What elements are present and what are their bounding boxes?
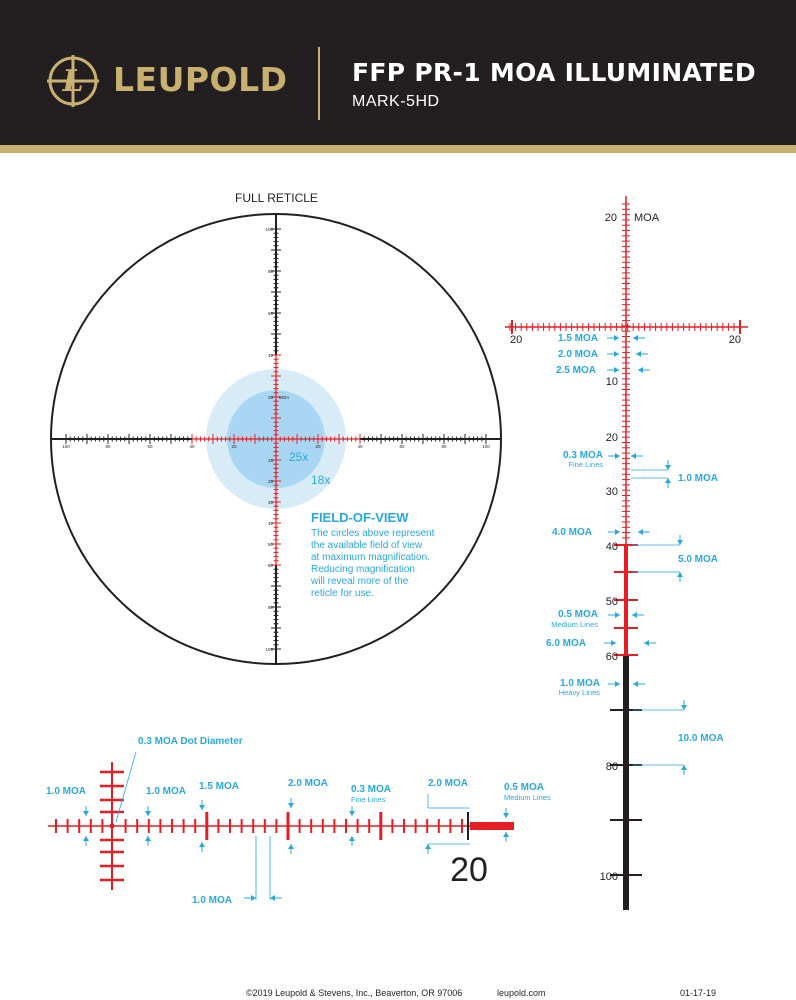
reticle-h-tick-label: 100 bbox=[482, 444, 490, 449]
arrow-2-5-head bbox=[614, 367, 619, 373]
arrow-b3-head bbox=[199, 805, 205, 810]
annotation-dot-diameter: 0.3 MOA Dot Diameter bbox=[138, 736, 243, 747]
reticle-v-tick-label: 50 bbox=[267, 542, 273, 547]
detail-scale-label: 20 bbox=[605, 432, 618, 444]
detail-left-20: 20 bbox=[510, 334, 523, 346]
reticle-v-tick-label: 40 bbox=[267, 521, 273, 526]
horizontal-detail-view bbox=[46, 736, 551, 906]
detail-right-20: 20 bbox=[728, 334, 741, 346]
arrow-b2u-head bbox=[145, 836, 151, 841]
brand-name: LEUPOLD bbox=[113, 60, 288, 99]
arrow-4-0-r-head bbox=[638, 529, 643, 535]
vertical-detail-view bbox=[505, 196, 748, 910]
arrow-4-0-head bbox=[615, 529, 620, 535]
arrow-b4-head bbox=[288, 803, 294, 808]
arrow-b5u-head bbox=[349, 836, 355, 841]
detail-scale-label: 80 bbox=[605, 761, 618, 773]
arrow-b7-head bbox=[503, 813, 509, 818]
annotation-2-0-moa: 2.0 MOA bbox=[557, 349, 598, 360]
fov-description-line: reticle for use. bbox=[311, 588, 374, 599]
reticle-v-tick-label: 20 bbox=[267, 479, 273, 484]
full-reticle-label: FULL RETICLE bbox=[235, 191, 318, 205]
annotation-medium-lines: Medium Lines bbox=[551, 620, 598, 629]
arrow-b2-head bbox=[145, 811, 151, 816]
arrow-1-5-r-head bbox=[633, 335, 638, 341]
arrow-1-0-up-head bbox=[665, 478, 671, 483]
annotation-4-0-moa: 4.0 MOA bbox=[551, 527, 592, 538]
annotation-b-fine-lines: Fine Lines bbox=[351, 795, 386, 804]
fov-description-line: at maximum magnification. bbox=[311, 552, 430, 563]
reticle-v-tick-label: 40 bbox=[267, 353, 273, 358]
reticle-h-tick-label: 100 bbox=[62, 444, 70, 449]
annotation-1-5-moa: 1.5 MOA bbox=[557, 333, 598, 344]
annotation-2-5-moa: 2.5 MOA bbox=[555, 365, 596, 376]
arrow-1-0-down-head bbox=[665, 465, 671, 470]
reticle-h-tick-label: 60 bbox=[399, 444, 405, 449]
arrow-b5-head bbox=[349, 811, 355, 816]
annotation-heavy-lines: Heavy Lines bbox=[558, 688, 600, 697]
reticle-v-tick-label: 10 bbox=[267, 458, 273, 463]
detail-scale-label: 10 bbox=[605, 376, 618, 388]
annotation-10-0-moa: 10.0 MOA bbox=[678, 733, 724, 744]
reticle-h-tick-label: 60 bbox=[147, 444, 153, 449]
reticle-v-tick-label: 80 bbox=[267, 269, 273, 274]
bottom-big-20: 20 bbox=[450, 851, 488, 889]
detail-scale-label: 60 bbox=[605, 651, 618, 663]
reticle-h-tick-label: 20 bbox=[315, 444, 321, 449]
product-subtitle: MARK-5HD bbox=[352, 93, 440, 110]
fov-25x-label: 25x bbox=[289, 450, 309, 464]
bottom-center-dot bbox=[110, 824, 115, 829]
reticle-v-tick-label: 80 bbox=[267, 605, 273, 610]
annotation-b-0-5: 0.5 MOA bbox=[504, 782, 545, 793]
annotation-b-0-3: 0.3 MOA bbox=[351, 784, 392, 795]
full-reticle-view bbox=[51, 214, 501, 664]
annotation-b-1-5: 1.5 MOA bbox=[199, 781, 240, 792]
arrow-heavy-head bbox=[615, 681, 620, 687]
fov-description-line: the available field of view bbox=[311, 540, 423, 551]
arrow-0-5-head bbox=[615, 612, 620, 618]
reticle-h-tick-label: 40 bbox=[357, 444, 363, 449]
detail-scale-label: 40 bbox=[605, 541, 618, 553]
arrow-b6u-head bbox=[425, 844, 431, 849]
detail-scale-label: 100 bbox=[599, 871, 618, 883]
footer-date: 01-17-19 bbox=[680, 988, 717, 998]
annotation-fine-lines: Fine Lines bbox=[568, 460, 603, 469]
bottom-thick-bar bbox=[470, 822, 514, 830]
detail-scale-label: 50 bbox=[605, 596, 618, 608]
annotation-6-0-moa: 6.0 MOA bbox=[545, 638, 586, 649]
arrow-5-0-up-head bbox=[677, 572, 683, 577]
annotation-1-0-moa: 1.0 MOA bbox=[678, 473, 719, 484]
reticle-v-tick-label: 100 bbox=[265, 647, 273, 652]
arrow-0-5-r-head bbox=[632, 612, 637, 618]
arrow-b8-head bbox=[251, 895, 256, 901]
annotation-b-1-0-a: 1.0 MOA bbox=[46, 786, 87, 797]
fov-description-line: will reveal more of the bbox=[311, 576, 409, 587]
annotation-b-2-0-b: 2.0 MOA bbox=[428, 778, 469, 789]
reticle-h-tick-label: 80 bbox=[105, 444, 111, 449]
reticle-v-tick-label: 60 bbox=[267, 311, 273, 316]
annotation-b-2-0-a: 2.0 MOA bbox=[288, 778, 329, 789]
reticle-moa-label: MOA bbox=[279, 395, 290, 400]
arrow-heavy-r-head bbox=[633, 681, 638, 687]
footer-copyright: ©2019 Leupold & Stevens, Inc., Beaverton, OR 97006 bbox=[246, 988, 463, 998]
arrow-6-0-head bbox=[611, 640, 616, 646]
reticle-v-tick-label: 30 bbox=[267, 500, 273, 505]
annotation-b-1-0-b: 1.0 MOA bbox=[146, 786, 187, 797]
arrow-6-0-r-head bbox=[644, 640, 649, 646]
reticle-h-tick-label: 40 bbox=[189, 444, 195, 449]
fov-title: FIELD-OF-VIEW bbox=[311, 510, 409, 525]
fov-18x-label: 18x bbox=[311, 473, 331, 487]
detail-top-20: 20 bbox=[604, 212, 617, 224]
fov-description-line: Reducing magnification bbox=[311, 564, 415, 575]
arrow-10-down-head bbox=[681, 705, 687, 710]
arrow-b8r-head bbox=[270, 895, 275, 901]
annotation-b-medium-lines: Medium Lines bbox=[504, 793, 551, 802]
arrow-b1-head bbox=[83, 811, 89, 816]
arrow-1-5-head bbox=[614, 335, 619, 341]
arrow-0-3-head bbox=[615, 453, 620, 459]
annotation-b-1-0-c: 1.0 MOA bbox=[192, 895, 233, 906]
detail-scale-label: 30 bbox=[605, 486, 618, 498]
arrow-b4u-head bbox=[288, 844, 294, 849]
annotation-0-5-moa: 0.5 MOA bbox=[557, 609, 598, 620]
arrow-0-3-r-head bbox=[631, 453, 636, 459]
arrow-2-0-r-head bbox=[636, 351, 641, 357]
reticle-v-tick-label: 60 bbox=[267, 563, 273, 568]
fov-description-line: The circles above represent bbox=[311, 528, 435, 539]
annotation-5-0-moa: 5.0 MOA bbox=[678, 554, 719, 565]
detail-top-moa: MOA bbox=[634, 212, 660, 224]
reticle-h-tick-label: 20 bbox=[231, 444, 237, 449]
arrow-10-up-head bbox=[681, 765, 687, 770]
reticle-v-tick-label: 20 bbox=[267, 395, 273, 400]
annotation-0-3-moa: 0.3 MOA bbox=[562, 450, 603, 461]
arrow-5-0-down-head bbox=[677, 540, 683, 545]
product-title: FFP PR-1 MOA ILLUMINATED bbox=[352, 58, 756, 87]
arrow-b3u-head bbox=[199, 842, 205, 847]
svg-text:L: L bbox=[62, 64, 84, 99]
arrow-2-5-r-head bbox=[638, 367, 643, 373]
annotation-1-0-moa-heavy: 1.0 MOA bbox=[559, 678, 600, 689]
arrow-b1u-head bbox=[83, 836, 89, 841]
reticle-h-tick-label: 80 bbox=[441, 444, 447, 449]
arrow-2-0-head bbox=[614, 351, 619, 357]
detail-v-heavy-section bbox=[623, 655, 629, 910]
footer-website[interactable]: leupold.com bbox=[497, 988, 546, 998]
reticle-v-tick-label: 100 bbox=[265, 227, 273, 232]
arrow-b7u-head bbox=[503, 832, 509, 837]
